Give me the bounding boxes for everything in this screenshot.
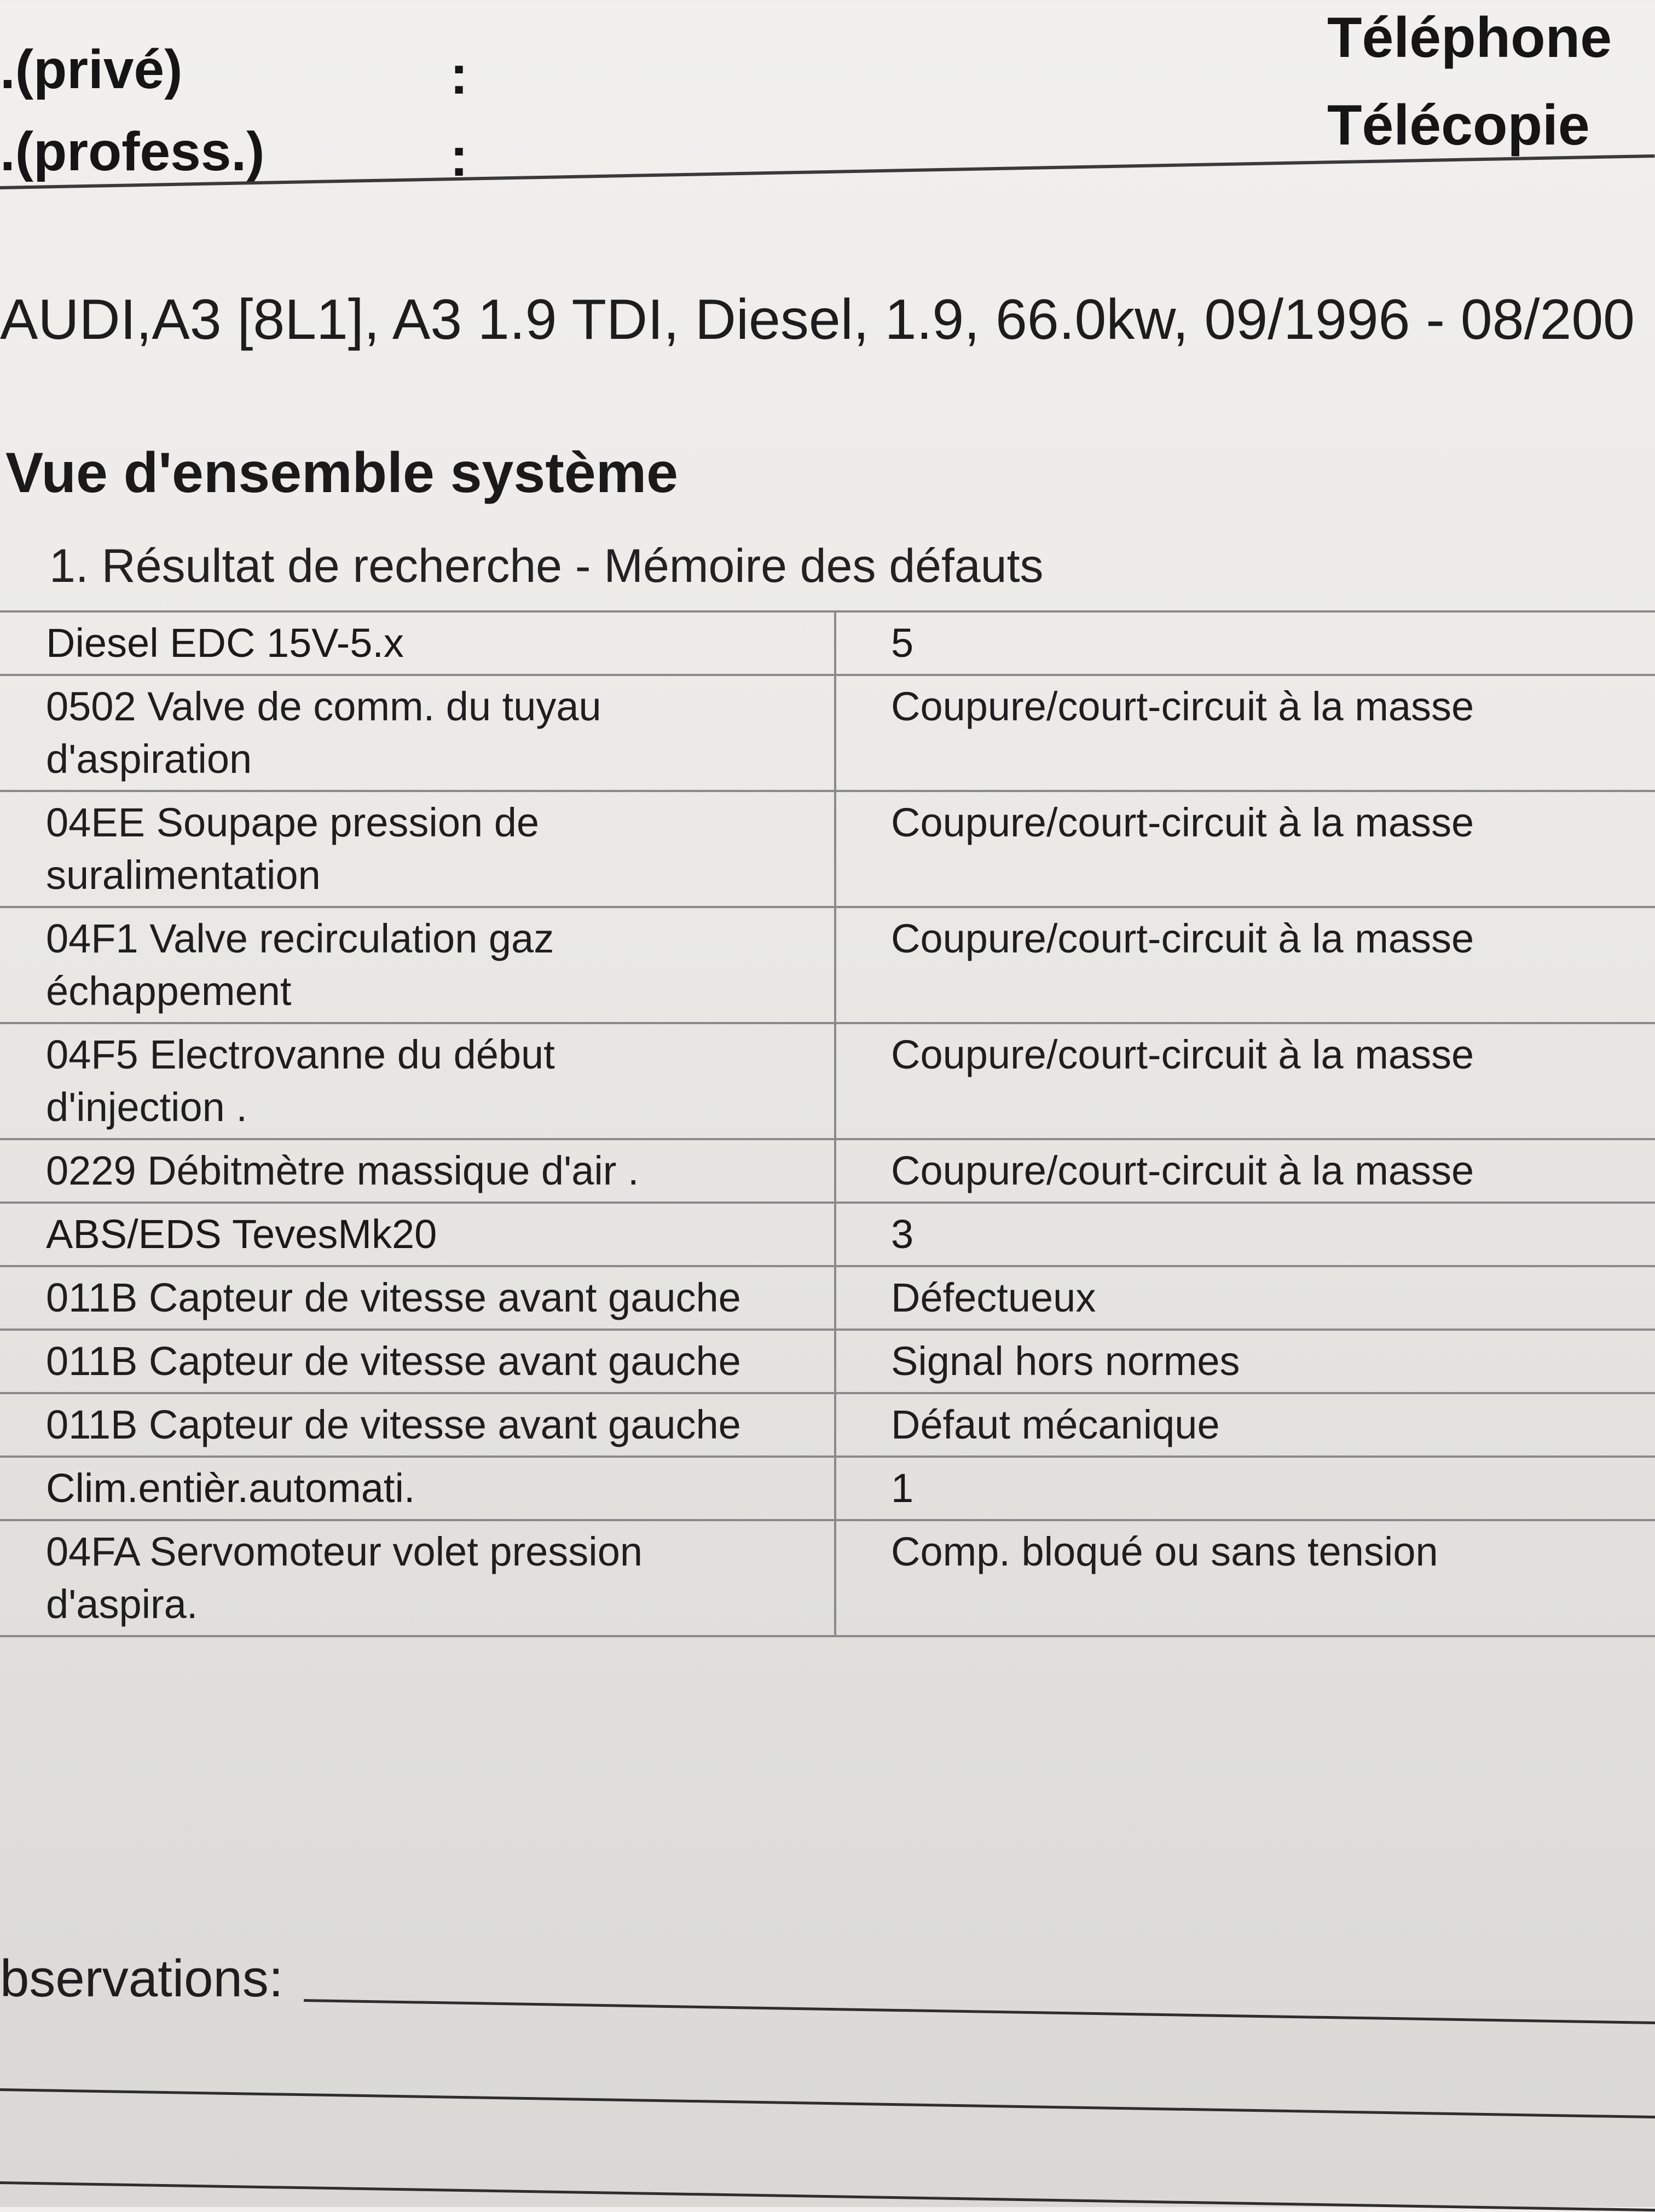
observations-line-2	[0, 2088, 1655, 2119]
fault-description: 011B Capteur de vitesse avant gauche	[0, 1330, 835, 1393]
table-row	[0, 1330, 1655, 1393]
fault-status: Défectueux	[835, 1266, 1655, 1330]
table-row	[0, 1266, 1655, 1330]
fault-status: Coupure/court-circuit à la masse	[835, 1139, 1655, 1203]
fault-description: 04F1 Valve recirculation gaz échappement	[0, 907, 835, 1023]
fault-description: 011B Capteur de vitesse avant gauche	[0, 1393, 835, 1457]
vehicle-description: AUDI,A3 [8L1], A3 1.9 TDI, Diesel, 1.9, 66.0kw, 09/1996 - 08/200	[0, 288, 1635, 351]
fault-description: Clim.entièr.automati.	[0, 1457, 835, 1520]
fault-description: 04EE Soupape pression de suralimentation	[0, 791, 835, 907]
system-row	[0, 611, 1655, 675]
fault-status: Défaut mécanique	[835, 1393, 1655, 1457]
table-row	[0, 675, 1655, 791]
fault-status: Coupure/court-circuit à la masse	[835, 791, 1655, 907]
field-profess-colon: :	[450, 126, 468, 188]
fault-status: Signal hors normes	[835, 1330, 1655, 1393]
table-row	[0, 1393, 1655, 1457]
fault-description: 011B Capteur de vitesse avant gauche	[0, 1266, 835, 1330]
table-row	[0, 1520, 1655, 1636]
fault-status: Coupure/court-circuit à la masse	[835, 675, 1655, 791]
fault-description: ABS/EDS TevesMk20	[0, 1203, 835, 1266]
fault-description: Diesel EDC 15V-5.x	[0, 611, 835, 675]
subtitle: 1. Résultat de recherche - Mémoire des défauts	[49, 540, 1044, 592]
fault-description: 0229 Débitmètre massique d'air .	[0, 1139, 835, 1203]
table-row	[0, 1139, 1655, 1203]
section-title: Vue d'ensemble système	[5, 441, 679, 505]
observations-line-3	[0, 2181, 1655, 2212]
fault-status: 3	[835, 1203, 1655, 1266]
observations-line-1	[304, 1999, 1655, 2024]
table-row	[0, 791, 1655, 907]
table-row	[0, 1023, 1655, 1139]
observations-label: bservations:	[0, 1949, 283, 2008]
fault-status: Coupure/court-circuit à la masse	[835, 907, 1655, 1023]
field-private-label: .(privé)	[0, 39, 183, 100]
system-row	[0, 1203, 1655, 1266]
fault-table	[0, 610, 1655, 1637]
fault-description: 0502 Valve de comm. du tuyau d'aspiration	[0, 675, 835, 791]
field-private-colon: :	[450, 44, 468, 106]
telephone-label: Téléphone	[1327, 6, 1612, 70]
fault-description: 04F5 Electrovanne du début d'injection .	[0, 1023, 835, 1139]
fault-status: 5	[835, 611, 1655, 675]
field-profess-label: .(profess.)	[0, 121, 265, 182]
fault-status: 1	[835, 1457, 1655, 1520]
fault-status: Coupure/court-circuit à la masse	[835, 1023, 1655, 1139]
fault-description: 04FA Servomoteur volet pression d'aspira.	[0, 1520, 835, 1636]
system-row	[0, 1457, 1655, 1520]
table-row	[0, 907, 1655, 1023]
fault-status: Comp. bloqué ou sans tension	[835, 1520, 1655, 1636]
telecopie-label: Télécopie	[1327, 94, 1590, 157]
